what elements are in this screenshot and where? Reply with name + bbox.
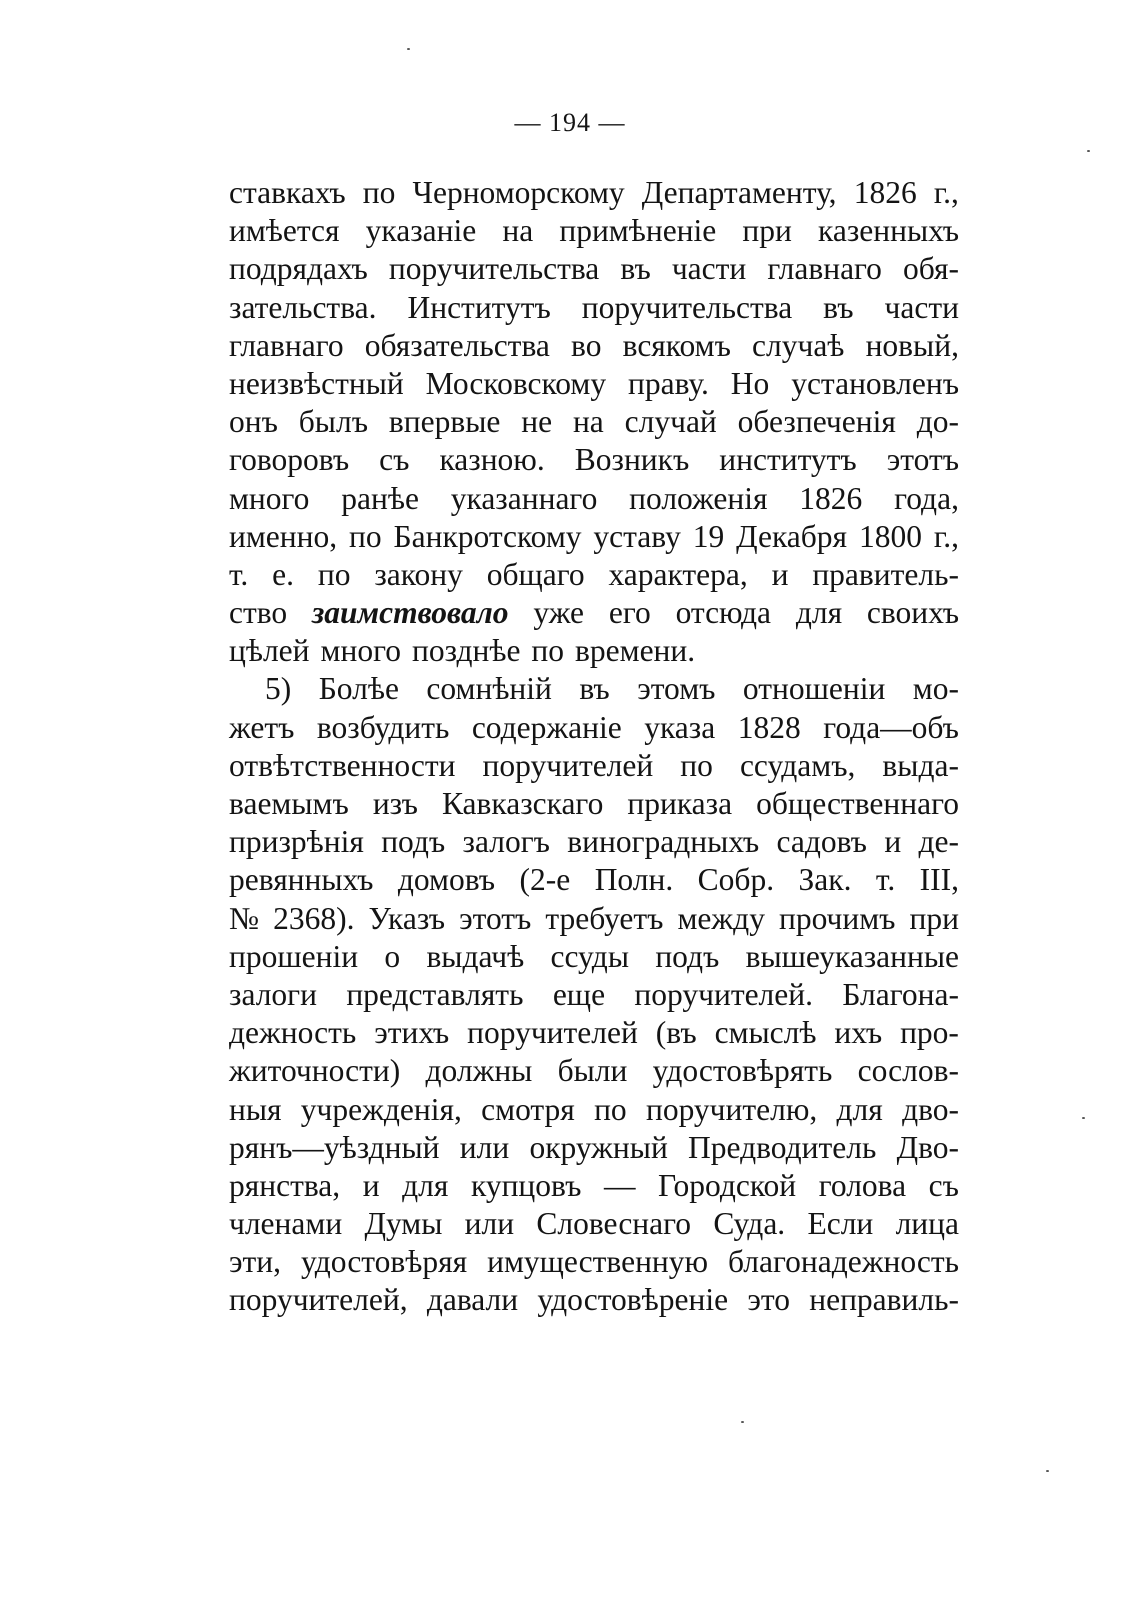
word: Собр. — [697, 862, 775, 898]
print-speck — [741, 1421, 744, 1423]
word: ихъ — [834, 1015, 883, 1051]
word: про- — [900, 1015, 959, 1051]
text-line — [229, 174, 959, 212]
word: содержаніе — [471, 709, 622, 745]
word: г., — [933, 518, 959, 554]
word: поручительства — [581, 289, 793, 325]
word: и — [771, 556, 789, 592]
word: съ — [928, 1167, 959, 1203]
word: казною. — [439, 442, 545, 478]
word: времени. — [575, 633, 696, 669]
word: изъ — [372, 786, 418, 821]
word: уже — [533, 595, 585, 631]
word: и — [362, 1167, 380, 1203]
word: 2368). — [273, 900, 355, 936]
word: Зак. — [798, 862, 852, 898]
word: примѣненіе — [559, 213, 717, 249]
text-line — [229, 1052, 959, 1090]
word: указаннаго — [450, 480, 598, 516]
word: при — [909, 900, 959, 936]
word: по — [680, 747, 713, 783]
word: поручителей — [482, 747, 654, 783]
word: казенныхъ — [818, 213, 959, 249]
word: Городской — [658, 1167, 797, 1203]
text-line — [229, 747, 959, 785]
word: не — [521, 404, 553, 440]
word: ранѣе — [341, 480, 419, 516]
word: праву. — [628, 365, 709, 401]
word: дво- — [902, 1091, 959, 1127]
word: прочимъ — [779, 900, 896, 936]
word: части — [884, 289, 959, 325]
word: новый, — [865, 327, 959, 363]
word: правитель- — [812, 556, 959, 592]
word: мо- — [912, 671, 959, 707]
word: дежность — [229, 1015, 357, 1051]
word: Но — [730, 365, 770, 401]
word: по — [317, 556, 351, 592]
text-line — [229, 785, 959, 823]
paragraph-1 — [229, 174, 959, 670]
word: де- — [918, 824, 959, 860]
word: Болѣе — [318, 671, 399, 707]
text-line — [229, 1243, 959, 1281]
text-line — [229, 976, 959, 1014]
word: рянства, — [229, 1167, 341, 1203]
word: этотъ — [459, 900, 532, 936]
word: домовъ — [397, 862, 496, 898]
word: приказа — [627, 786, 733, 821]
word: этомъ — [637, 671, 716, 707]
text-line — [229, 1281, 959, 1319]
text-line — [229, 327, 959, 365]
word: зательства. — [229, 289, 377, 325]
word: въ — [823, 289, 854, 325]
word: главнаго — [229, 327, 344, 363]
word: именно, — [229, 518, 338, 554]
word: установленъ — [791, 365, 959, 401]
print-speck — [1082, 1117, 1085, 1119]
paragraph-2 — [229, 670, 959, 1319]
word: на — [572, 404, 604, 440]
word: призрѣнія — [229, 824, 364, 860]
word: 19 — [692, 518, 725, 554]
word: залогъ — [462, 824, 550, 860]
word: (въ — [655, 1015, 697, 1051]
text-line — [229, 938, 959, 976]
text-line — [229, 632, 959, 670]
word: ссуды — [550, 938, 629, 974]
word: это — [747, 1282, 790, 1318]
text-line — [229, 250, 959, 288]
text-line — [229, 861, 959, 899]
word: по — [349, 518, 382, 554]
word: Если — [807, 1206, 874, 1242]
word: между — [677, 900, 765, 936]
word: имѣется — [229, 213, 340, 249]
word: былъ — [298, 404, 368, 440]
text-line — [229, 670, 959, 708]
word: еще — [552, 976, 606, 1012]
word: поручителей. — [634, 976, 813, 1012]
word: прошеніи — [229, 938, 359, 974]
word: возбудить — [316, 709, 450, 745]
word: Возникъ — [574, 442, 690, 478]
word: давали — [426, 1282, 519, 1318]
word: благонадежность — [728, 1244, 959, 1280]
text-line — [229, 212, 959, 250]
word: представлять — [346, 976, 524, 1012]
word: г., — [933, 175, 959, 210]
word: должны — [425, 1053, 533, 1089]
word: Суда. — [713, 1206, 786, 1242]
word: III, — [919, 862, 959, 898]
word: характера, — [608, 556, 748, 592]
word: много — [229, 480, 310, 516]
word: (2-е — [519, 862, 571, 898]
word: по — [362, 175, 396, 210]
word: заимствовало — [311, 595, 509, 631]
text-line — [229, 365, 959, 403]
word: поручительства — [388, 251, 600, 287]
word: до- — [916, 404, 959, 440]
word: его — [608, 595, 651, 631]
word: для — [836, 1091, 883, 1127]
word: въ — [620, 251, 651, 287]
word: выдачѣ — [426, 938, 525, 974]
word: Банкротскому — [393, 518, 582, 554]
word: Институтъ — [407, 289, 551, 325]
word: своихъ — [866, 595, 959, 631]
word: года, — [894, 480, 959, 516]
text-line — [229, 1167, 959, 1205]
body-text — [229, 174, 959, 1320]
word: 5) — [265, 671, 292, 707]
word: имущественную — [487, 1244, 709, 1280]
print-speck — [407, 48, 410, 50]
text-line — [229, 403, 959, 441]
word: Кавказскаго — [441, 786, 604, 821]
word: общественнаго — [756, 786, 959, 821]
word: ваемымъ — [229, 786, 349, 821]
word: уставу — [593, 518, 681, 554]
word: этотъ — [886, 442, 959, 478]
word: говоровъ — [229, 442, 350, 478]
word: указаніе — [365, 213, 477, 249]
word: залоги — [229, 976, 317, 1012]
text-line — [229, 441, 959, 479]
page-number: — 194 — — [514, 108, 626, 137]
word: впервые — [388, 404, 501, 440]
word: много — [320, 633, 401, 669]
word: сомнѣній — [426, 671, 552, 707]
word: сослов- — [857, 1053, 959, 1089]
word: цѣлей — [229, 633, 310, 669]
text-line — [229, 709, 959, 747]
word: во — [571, 327, 602, 363]
word: или — [464, 1206, 515, 1242]
word: указа — [644, 709, 716, 745]
word: — — [603, 1167, 636, 1203]
word: Московскому — [425, 365, 607, 401]
word: голова — [818, 1167, 907, 1203]
word: житочности) — [229, 1053, 401, 1089]
word: положенія — [629, 480, 768, 516]
word: закону — [374, 556, 463, 592]
word: неправиль- — [809, 1282, 959, 1318]
word: е. — [272, 556, 294, 592]
word: выда- — [882, 747, 959, 783]
word: ревянныхъ — [229, 862, 374, 898]
word: учрежденія, — [300, 1091, 462, 1127]
word: части — [671, 251, 747, 287]
word: купцовъ — [470, 1167, 582, 1203]
word: ссудамъ, — [739, 747, 856, 783]
word: случаѣ — [752, 327, 845, 363]
word: обя- — [903, 251, 959, 287]
word: поручителей, — [229, 1282, 408, 1318]
word: неизвѣстный — [229, 365, 404, 401]
word: по — [594, 1091, 627, 1127]
word: въ — [579, 671, 610, 707]
text-line — [229, 556, 959, 594]
word: 1828 — [737, 709, 801, 745]
word: вышеуказанные — [745, 938, 959, 974]
word: Черноморскому — [412, 175, 625, 210]
word: обезпеченія — [737, 404, 896, 440]
word: подрядахъ — [229, 251, 368, 287]
text-line — [229, 1014, 959, 1052]
word: общаго — [486, 556, 585, 592]
text-line — [229, 900, 959, 938]
word: на — [502, 213, 534, 249]
word: 1800 — [858, 518, 922, 554]
word: этихъ — [374, 1015, 450, 1051]
word: по — [531, 633, 565, 669]
text-line — [229, 518, 959, 556]
word: съ — [379, 442, 410, 478]
word: жетъ — [229, 709, 295, 745]
print-speck — [1087, 150, 1090, 152]
text-line — [229, 1129, 959, 1167]
word: т. — [229, 556, 249, 592]
word: институтъ — [719, 442, 857, 478]
word: рянъ—уѣздный — [229, 1129, 440, 1165]
word: Департаменту, — [641, 175, 837, 210]
word: Указъ — [368, 900, 446, 936]
word: ставкахъ — [229, 175, 346, 210]
word: эти, — [229, 1244, 282, 1280]
word: о — [384, 938, 401, 974]
word: поручителей — [467, 1015, 638, 1051]
word: отношеніи — [742, 671, 886, 707]
word: поручителю, — [645, 1091, 818, 1127]
word: окружный — [529, 1129, 668, 1165]
word: подъ — [381, 824, 446, 860]
word: удостовѣряя — [301, 1244, 468, 1280]
word: или — [459, 1129, 510, 1165]
word: были — [557, 1053, 628, 1089]
word: 1826 — [853, 175, 917, 210]
word: онъ — [229, 404, 278, 440]
word: т. — [875, 862, 896, 898]
word: отвѣтственности — [229, 747, 456, 783]
text-line — [229, 289, 959, 327]
text-line — [229, 823, 959, 861]
word: ство — [229, 595, 288, 631]
word: виноградныхъ — [567, 824, 760, 860]
word: ныя — [229, 1091, 282, 1127]
word: лица — [895, 1206, 959, 1242]
word: Думы — [364, 1206, 443, 1242]
word: удостовѣрять — [652, 1053, 833, 1089]
word: главнаго — [767, 251, 882, 287]
word: и — [884, 824, 902, 860]
word: № — [229, 900, 260, 936]
text-line — [229, 594, 959, 632]
word: позднѣе — [411, 633, 521, 669]
word: членами — [229, 1206, 343, 1242]
word: садовъ — [776, 824, 867, 860]
word: смыслѣ — [714, 1015, 817, 1051]
word: обязательства — [364, 327, 550, 363]
word: Дво- — [896, 1129, 959, 1165]
text-line — [229, 480, 959, 518]
word: отсюда — [675, 595, 771, 631]
word: случай — [624, 404, 717, 440]
word: Декабря — [736, 518, 848, 554]
word: 1826 — [799, 480, 863, 516]
word: года—объ — [823, 709, 959, 745]
word: при — [742, 213, 792, 249]
word: Словеснаго — [536, 1206, 692, 1242]
word: для — [795, 595, 843, 631]
text-line — [229, 1091, 959, 1129]
word: всякомъ — [622, 327, 731, 363]
word: Предводитель — [688, 1129, 877, 1165]
word: для — [402, 1167, 449, 1203]
word: Полн. — [594, 862, 674, 898]
word: Благона- — [842, 976, 959, 1012]
print-speck — [1046, 1470, 1049, 1472]
text-line — [229, 1205, 959, 1243]
word: подъ — [655, 938, 720, 974]
word: смотря — [481, 1091, 575, 1127]
word: удостовѣреніе — [537, 1282, 729, 1318]
word: требуетъ — [545, 900, 664, 936]
